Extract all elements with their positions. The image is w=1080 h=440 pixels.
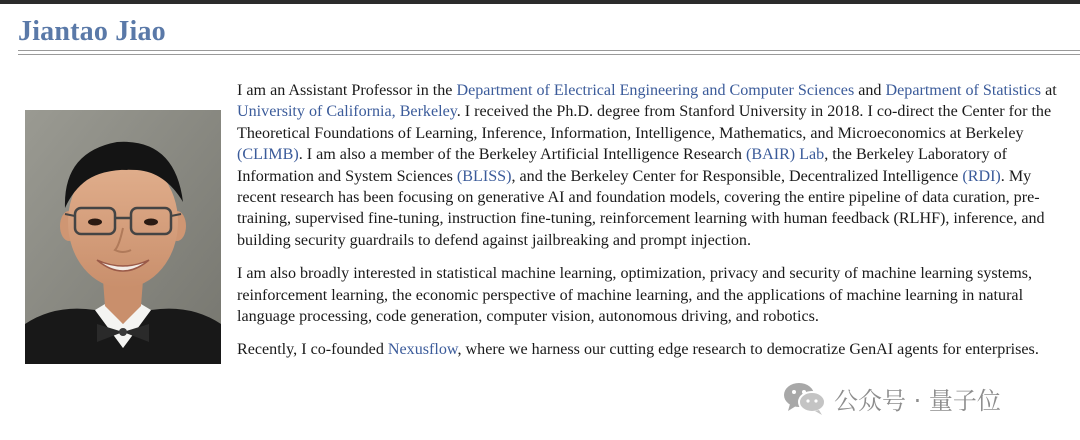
bio-text: I am an Assistant Professor in the xyxy=(237,82,457,99)
bio-text: . I received the Ph.D. degree from Stanford University in 2018. I co-direct the Center for the Theoretical Foundations of Learning, Inference, Information, Intelligence, Mathematics, and Microeconomics at Berkeley xyxy=(237,103,1052,142)
top-border xyxy=(0,0,1080,4)
watermark xyxy=(782,378,1001,418)
title-divider xyxy=(18,50,1080,55)
bio-paragraph-2: I am also broadly interested in statistical machine learning, optimization, privacy and security of machine learning systems, reinforcement learning, the economic perspective of machine learning, and the applications of machine learning in natural language processing, code generation, computer vision, autonomous driving, and robotics. xyxy=(237,265,1033,326)
bio-text: , and the Berkeley Center for Responsible, Decentralized Intelligence xyxy=(511,167,963,185)
bio-paragraph-3 xyxy=(237,339,1072,360)
profile-photo xyxy=(25,110,221,364)
bio-text: . My recent research has been focusing on generative AI and foundation models, covering the entire pipeline of data curation, pre-training, supervised fine-tuning, instruction fine-tuning, reinforcement learning with human feedback (RLHF), inference, and building security guardrails to defend against jailbreaking and prompt injection. xyxy=(237,167,1045,249)
link-eecs-department[interactable]: Department of Electrical Engineering and Computer Sciences xyxy=(456,82,855,99)
page-title: Jiantao Jiao xyxy=(18,16,166,47)
bio-text: , where we harness our cutting edge research to democratize GenAI agents for enterprises. xyxy=(457,341,1039,359)
link-nexusflow[interactable]: Nexusflow xyxy=(387,341,458,359)
bio-text: and xyxy=(854,82,886,99)
bio-paragraph-1 xyxy=(237,80,1072,251)
link-bliss[interactable]: (BLISS) xyxy=(456,167,512,185)
link-climb[interactable]: (CLIMB) xyxy=(237,146,299,164)
link-rdi[interactable]: (RDI) xyxy=(962,167,1001,185)
bio-text: at xyxy=(1041,82,1057,99)
link-bair-lab[interactable]: (BAIR) Lab xyxy=(746,146,825,164)
wechat-icon xyxy=(782,380,826,416)
bio-text: . I am also a member of the Berkeley Artificial Intelligence Research xyxy=(298,146,746,164)
bio-text: , the Berkeley Laboratory of Information and System Sciences xyxy=(237,146,1007,185)
bio-section xyxy=(237,80,1072,373)
watermark-text: 公众号 · 量子位 xyxy=(834,386,1001,415)
link-uc-berkeley[interactable]: University of California, Berkeley xyxy=(237,103,457,121)
bio-text: Recently, I co-founded xyxy=(237,341,388,359)
link-statistics-department[interactable]: Department of Statistics xyxy=(885,82,1042,99)
